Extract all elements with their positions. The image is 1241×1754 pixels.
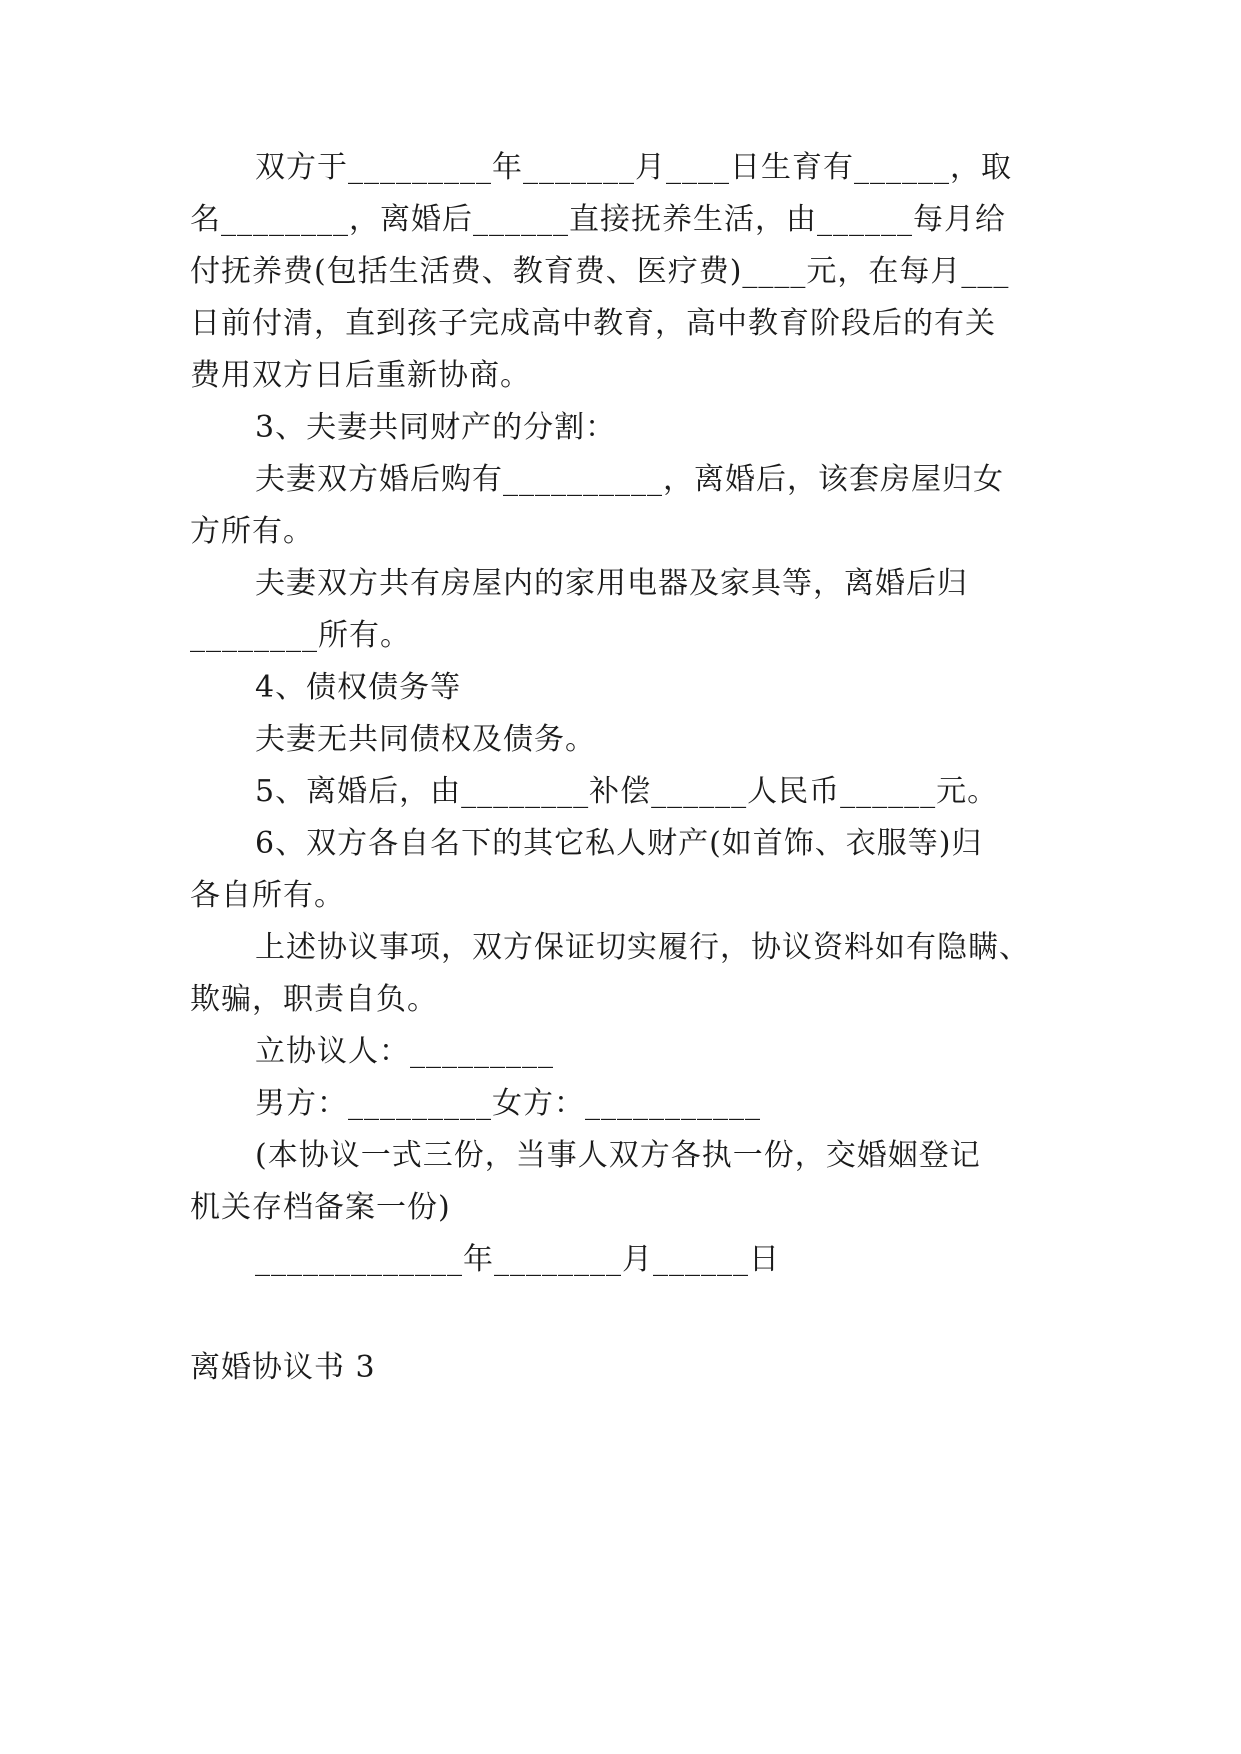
paragraph-line: 6、双方各自名下的其它私人财产(如首饰、衣服等)归 — [255, 826, 983, 861]
paragraph-line: (本协议一式三份，当事人双方各执一份，交婚姻登记 — [255, 1138, 981, 1173]
paragraph-line: 方所有。 — [190, 514, 314, 549]
paragraph-line: 5、离婚后，由________补偿______人民币______元。 — [255, 774, 999, 809]
section-heading: 3、夫妻共同财产的分割： — [255, 410, 617, 445]
paragraph-line: 日前付清，直到孩子完成高中教育，高中教育阶段后的有关 — [190, 306, 996, 341]
paragraph-line: 夫妻无共同债权及债务。 — [255, 722, 596, 757]
paragraph-line: 各自所有。 — [190, 878, 345, 913]
section-heading: 4、债权债务等 — [255, 670, 462, 705]
paragraph-line: ________所有。 — [190, 618, 411, 653]
paragraph-line: 夫妻双方婚后购有__________，离婚后，该套房屋归女 — [255, 462, 1004, 497]
paragraph-line: 费用双方日后重新协商。 — [190, 358, 531, 393]
paragraph-line: 付抚养费(包括生活费、教育费、医疗费)____元，在每月___ — [190, 254, 1010, 289]
paragraph-line: 机关存档备案一份) — [190, 1190, 451, 1225]
paragraph-line: 双方于_________年_______月____日生育有______，取 — [255, 150, 1012, 185]
paragraph-line: 名________，离婚后______直接抚养生活，由______每月给 — [190, 202, 1006, 237]
signature-line: 立协议人：_________ — [255, 1034, 554, 1069]
date-line: _____________年________月______日 — [255, 1242, 780, 1277]
paragraph-line: 欺骗，职责自负。 — [190, 982, 438, 1017]
signature-line: 男方：_________女方：___________ — [255, 1086, 761, 1121]
section-title: 离婚协议书 3 — [190, 1350, 376, 1385]
paragraph-line: 夫妻双方共有房屋内的家用电器及家具等，离婚后归 — [255, 566, 968, 601]
paragraph-line: 上述协议事项，双方保证切实履行，协议资料如有隐瞒、 — [255, 930, 1030, 965]
